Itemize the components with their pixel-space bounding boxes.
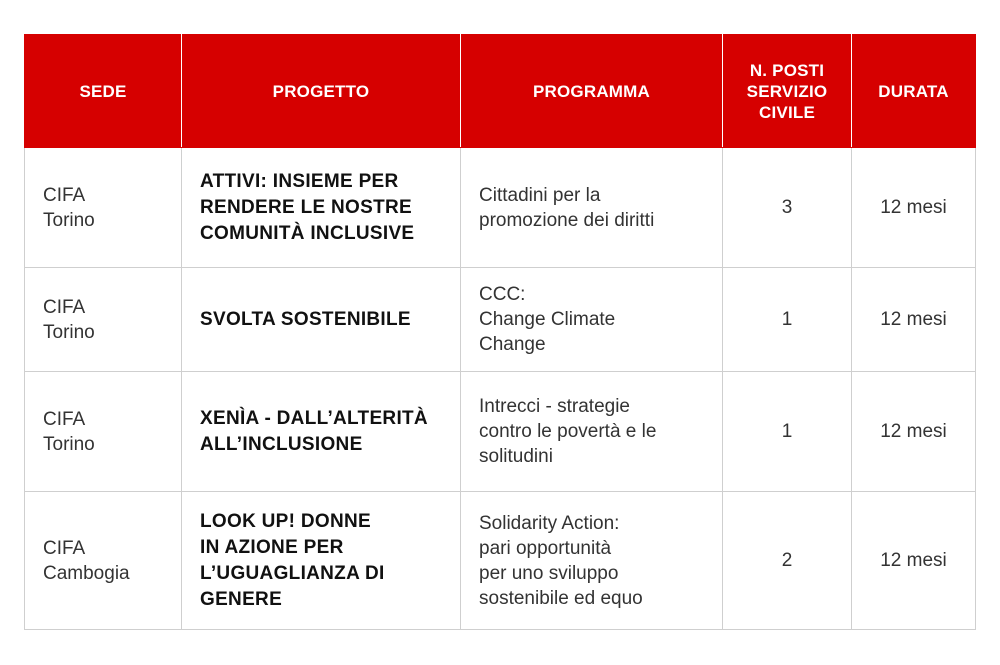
cell-durata: 12 mesi [852,268,976,372]
cell-sede: CIFA Torino [25,372,182,492]
column-header-posti: N. POSTI SERVIZIO CIVILE [723,35,852,148]
cell-durata: 12 mesi [852,492,976,630]
cell-sede: CIFA Torino [25,148,182,268]
cell-sede: CIFA Torino [25,268,182,372]
cell-posti: 1 [723,268,852,372]
cell-progetto: LOOK UP! DONNE IN AZIONE PER L’UGUAGLIANZA DI GENERE [182,492,461,630]
column-header-durata: DURATA [852,35,976,148]
table-row [25,492,976,630]
cell-durata: 12 mesi [852,372,976,492]
cell-posti: 3 [723,148,852,268]
cell-posti: 1 [723,372,852,492]
table-row [25,372,976,492]
cell-programma: Intrecci - strategie contro le povertà e le solitudini [461,372,723,492]
cell-sede: CIFA Cambogia [25,492,182,630]
cell-posti: 2 [723,492,852,630]
column-header-sede: SEDE [25,35,182,148]
cell-durata: 12 mesi [852,148,976,268]
table-row [25,148,976,268]
projects-table [24,34,976,630]
cell-programma: Solidarity Action: pari opportunità per uno sviluppo sostenibile ed equo [461,492,723,630]
cell-progetto: SVOLTA SOSTENIBILE [182,268,461,372]
column-header-progetto: PROGETTO [182,35,461,148]
column-header-programma: PROGRAMMA [461,35,723,148]
cell-progetto: XENÌA - DALL’ALTERITÀ ALL’INCLUSIONE [182,372,461,492]
table-row [25,268,976,372]
table-header-row [25,35,976,148]
cell-programma: Cittadini per la promozione dei diritti [461,148,723,268]
cell-programma: CCC: Change Climate Change [461,268,723,372]
cell-progetto: ATTIVI: INSIEME PER RENDERE LE NOSTRE COMUNITÀ INCLUSIVE [182,148,461,268]
